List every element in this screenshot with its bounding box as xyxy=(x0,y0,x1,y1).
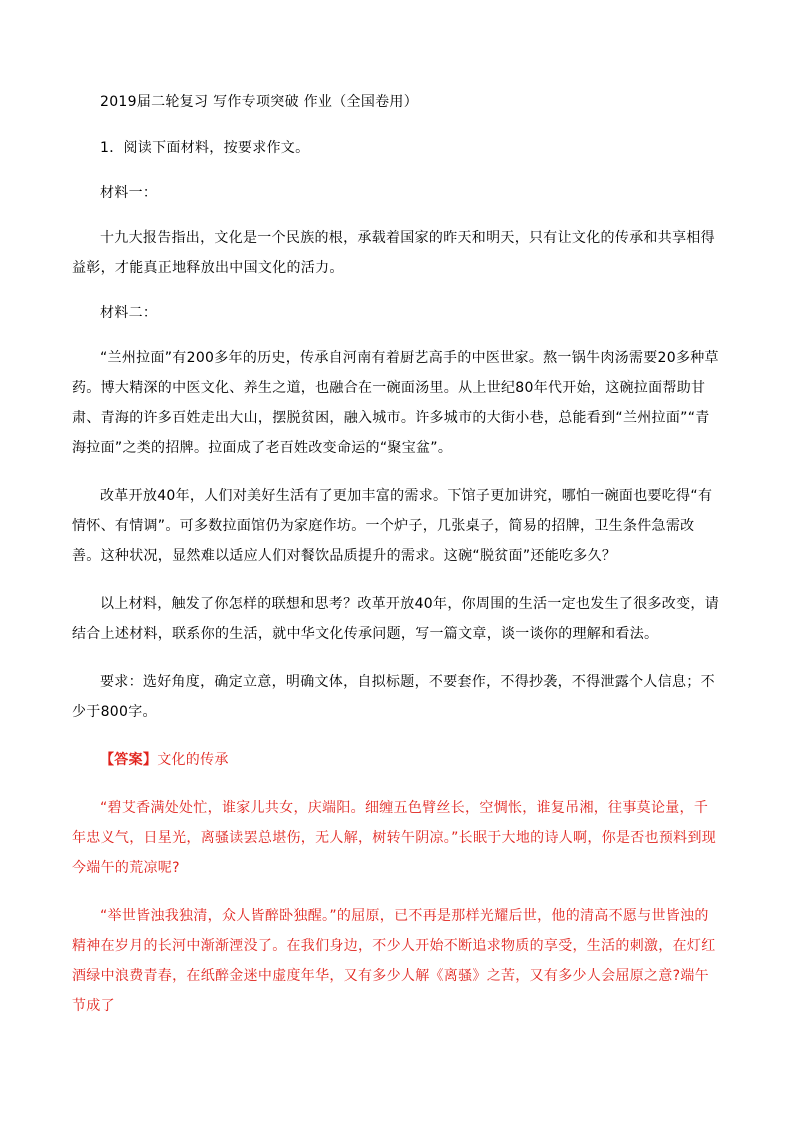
material-two-paragraph-1: “兰州拉面”有200多年的历史，传承自河南有着厨艺高手的中医世家。熬一锅牛肉汤需要20多种草药。博大精深的中医文化、养生之道，也融合在一碗面汤里。从上世纪80年代开始，这碗拉面帮助甘肃、青海的许多百姓走出大山，摆脱贫困，融入城市。许多城市的大街小巷，总能看到“兰州拉面”“青海拉面”之类的招牌。拉面成了老百姓改变命运的“聚宝盆”。 xyxy=(72,350,719,456)
answer-heading xyxy=(72,745,722,775)
material-one-label: 材料一： xyxy=(100,185,158,201)
document-body xyxy=(72,92,722,1021)
material-two-paragraph-2: 改革开放40年，人们对美好生活有了更加丰富的需求。下馆子更加讲究，哪怕一碗面也要吃得“有情怀、有情调”。可多数拉面馆仍为家庭作坊。一个炉子，几张桌子，简易的招牌，卫生条件急需改善。这种状况，显然难以适应人们对餐饮品质提升的需求。这碗“脱贫面”还能吃多久？ xyxy=(72,488,713,564)
material-one-text: 十九大报告指出，文化是一个民族的根，承载着国家的昨天和明天，只有让文化的传承和共享相得益彰，才能真正地释放出中国文化的活力。 xyxy=(72,230,715,276)
material-two-label: 材料二： xyxy=(100,305,158,321)
answer-paragraph-2: “举世皆浊我独清，众人皆醉卧独醒。”的屈原，已不再是那样光耀后世，他的清高不愿与世皆浊的精神在岁月的长河中渐渐湮没了。在我们身边，不少人开始不断追求物质的享受，生活的刺激，在灯红酒绿中浪费青春，在纸醉金迷中虚度年华，又有多少人解《离骚》之苦，又有多少人会屈原之意?端午节成了 xyxy=(72,908,716,1014)
answer-tag: 【答案】 xyxy=(100,752,158,768)
question-prompt: 1．阅读下面材料，按要求作文。 xyxy=(100,140,310,156)
answer-paragraph-1: “碧艾香满处处忙，谁家儿共女，庆端阳。细缠五色臂丝长，空惆怅，谁复吊湘，往事莫论量，千年忠义气，日星光，离骚读罢总堪伤，无人解，树转午阴凉。”长眠于大地的诗人啊，你是否也预料到现今端午的荒凉呢? xyxy=(72,800,717,876)
writing-prompt: 以上材料，触发了你怎样的联想和思考？改革开放40年，你周围的生活一定也发生了很多改变，请结合上述材料，联系你的生活，就中华文化传承问题，写一篇文章，谈一谈你的理解和看法。 xyxy=(72,596,720,642)
document-title: 2019届二轮复习 写作专项突破 作业（全国卷用） xyxy=(100,94,419,110)
writing-requirements: 要求：选好角度，确定立意，明确文体，自拟标题，不要套作，不得抄袭，不得泄露个人信息；不少于800字。 xyxy=(72,674,715,720)
answer-title: 文化的传承 xyxy=(157,752,229,768)
